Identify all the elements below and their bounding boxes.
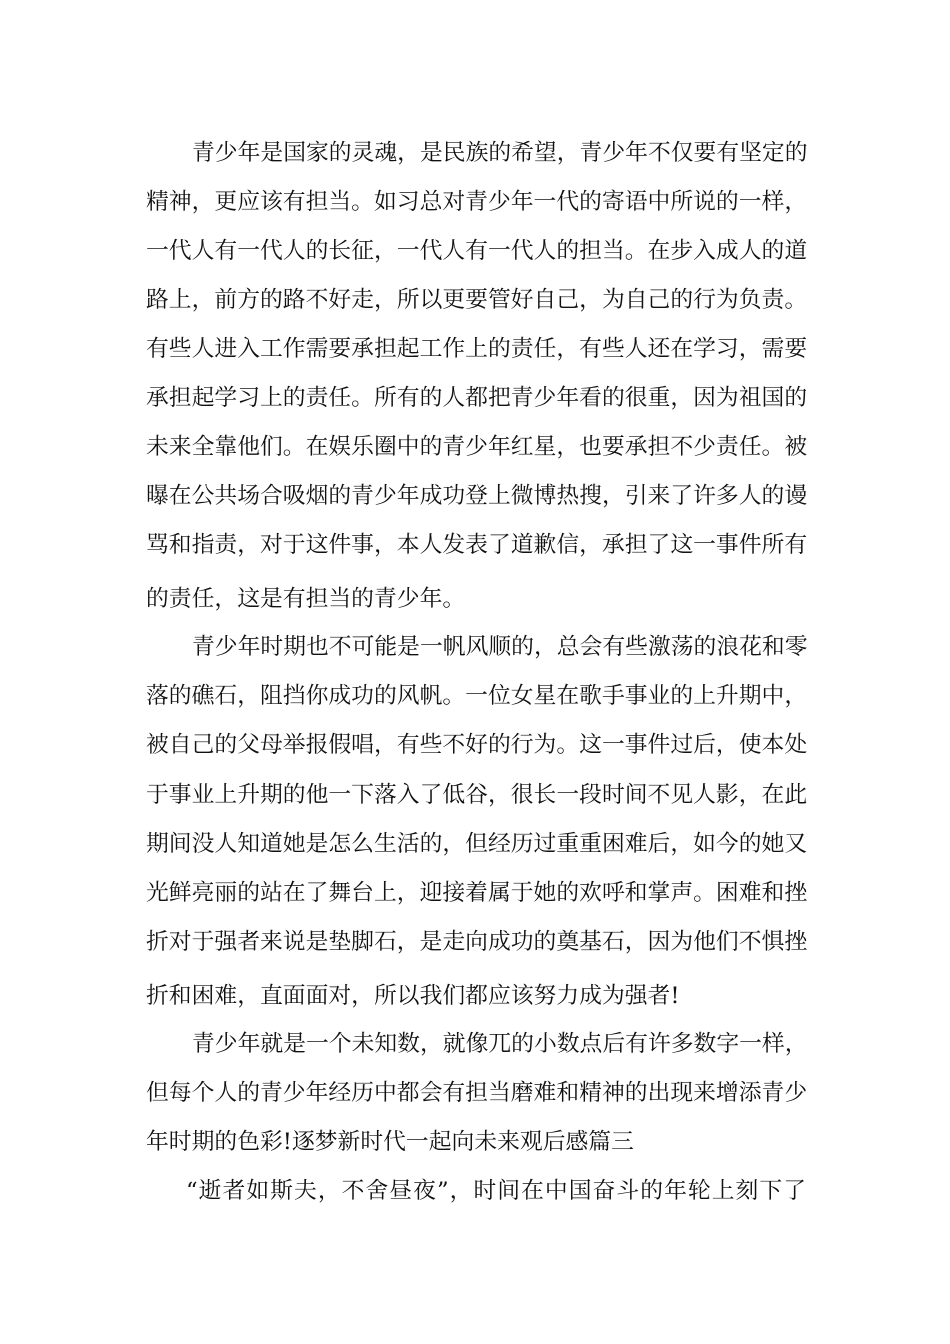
paragraph-1-line-1: 青少年是国家的灵魂，是民族的希望，青少年不仅要有坚定的 <box>192 140 808 166</box>
paragraph-3-line-1: 青少年就是一个未知数，就像兀的小数点后有许多数字一样， <box>192 1031 808 1057</box>
paragraph-2-line-1: 青少年时期也不可能是一帆风顺的，总会有些激荡的浪花和零 <box>192 634 808 660</box>
paragraph-2-line-4: 于事业上升期的他一下落入了低谷，很长一段时间不见人影，在此 <box>146 782 808 808</box>
paragraph-2-line-5: 期间没人知道她是怎么生活的，但经历过重重困难后，如今的她又 <box>146 831 808 857</box>
paragraph-1-line-5: 有些人进入工作需要承担起工作上的责任，有些人还在学习，需要 <box>146 336 808 362</box>
paragraph-4-line-1: “逝者如斯夫，不舍昼夜”，时间在中国奋斗的年轮上刻下了 <box>186 1178 806 1204</box>
paragraph-2-line-2: 落的礁石，阻挡你成功的风帆。一位女星在歌手事业的上升期中， <box>146 683 808 709</box>
paragraph-1-line-3: 一代人有一代人的长征，一代人有一代人的担当。在步入成人的道 <box>146 238 808 264</box>
paragraph-1-line-2: 精神，更应该有担当。如习总对青少年一代的寄语中所说的一样， <box>146 189 808 215</box>
paragraph-2-line-7: 折对于强者来说是垫脚石，是走向成功的奠基石，因为他们不惧挫 <box>146 929 808 955</box>
paragraph-1-line-6: 承担起学习上的责任。所有的人都把青少年看的很重，因为祖国的 <box>146 385 808 411</box>
paragraph-2-line-8: 折和困难，直面面对，所以我们都应该努力成为强者! <box>146 983 680 1009</box>
paragraph-1-line-7: 未来全靠他们。在娱乐圈中的青少年红星，也要承担不少责任。被 <box>146 434 808 460</box>
paragraph-3-line-2: 但每个人的青少年经历中都会有担当磨难和精神的出现来增添青少 <box>146 1080 808 1106</box>
paragraph-1-line-10: 的责任，这是有担当的青少年。 <box>146 586 466 612</box>
paragraph-2-line-6: 光鲜亮丽的站在了舞台上，迎接着属于她的欢呼和掌声。困难和挫 <box>146 880 808 906</box>
paragraph-3-line-3: 年时期的色彩!逐梦新时代一起向未来观后感篇三 <box>146 1129 634 1155</box>
paragraph-1-line-8: 曝在公共场合吸烟的青少年成功登上微博热搜，引来了许多人的谩 <box>146 483 808 509</box>
paragraph-1-line-9: 骂和指责，对于这件事，本人发表了道歉信，承担了这一事件所有 <box>146 532 808 558</box>
paragraph-2-line-3: 被自己的父母举报假唱，有些不好的行为。这一事件过后，使本处 <box>146 732 808 758</box>
paragraph-1-line-4: 路上，前方的路不好走，所以更要管好自己，为自己的行为负责。 <box>146 287 808 313</box>
